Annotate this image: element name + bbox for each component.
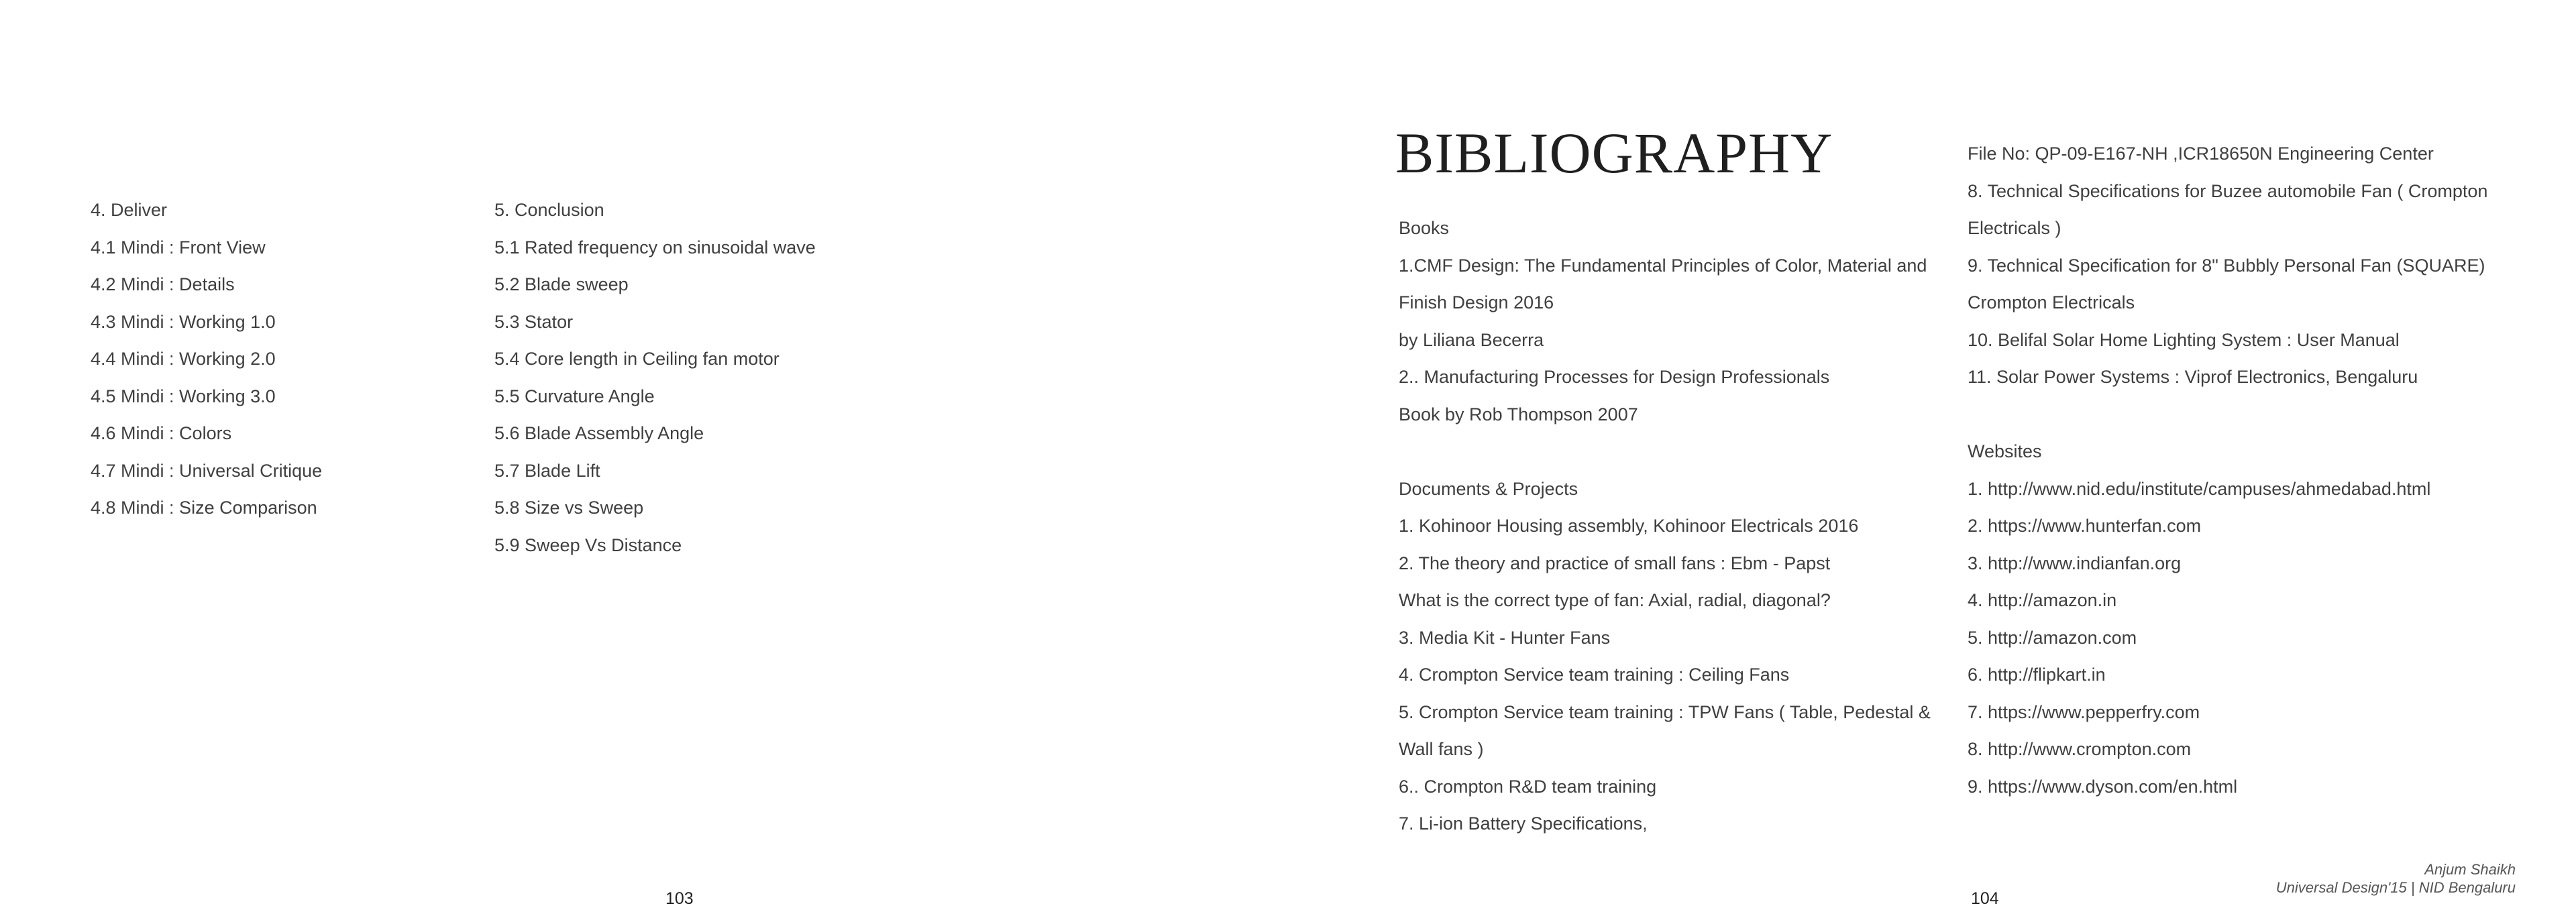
- list-item: 3. http://www.indianfan.org: [1968, 553, 2182, 573]
- list-item: 8. http://www.crompton.com: [1968, 739, 2192, 759]
- list-item: 5. Conclusion: [494, 200, 604, 220]
- list-item: 4.4 Mindi : Working 2.0: [91, 349, 276, 369]
- page-number: 104: [1971, 889, 1999, 908]
- list-item: 5.7 Blade Lift: [494, 460, 600, 481]
- page-title: BIBLIOGRAPHY: [1395, 121, 1833, 185]
- list-item: Finish Design 2016: [1399, 292, 1554, 312]
- toc-column-conclusion: [494, 192, 816, 564]
- list-item: 11. Solar Power Systems : Viprof Electronics, Bengaluru: [1968, 367, 2418, 387]
- list-item: 1.CMF Design: The Fundamental Principles of Color, Material and: [1399, 255, 1927, 276]
- list-item: 3. Media Kit - Hunter Fans: [1399, 627, 1611, 648]
- list-item: 2.. Manufacturing Processes for Design Professionals: [1399, 367, 1830, 387]
- list-item: 6.. Crompton R&D team training: [1399, 776, 1657, 797]
- list-item: 4. Deliver: [91, 200, 168, 220]
- list-item: 4.8 Mindi : Size Comparison: [91, 498, 317, 518]
- list-item: 5.3 Stator: [494, 311, 574, 332]
- list-item: Wall fans ): [1399, 739, 1484, 759]
- list-item: 4.2 Mindi : Details: [91, 274, 235, 294]
- blank-line: [1399, 433, 1931, 471]
- list-item: 5.1 Rated frequency on sinusoidal wave: [494, 237, 816, 258]
- list-item: by Liliana Becerra: [1399, 329, 1544, 350]
- list-item: 5.9 Sweep Vs Distance: [494, 534, 682, 555]
- bibliography-column-1: [1399, 210, 1931, 843]
- list-item: 9. https://www.dyson.com/en.html: [1968, 776, 2238, 797]
- list-item: 4. Crompton Service team training : Ceiling Fans: [1399, 665, 1790, 685]
- list-item: Electricals ): [1968, 218, 2061, 238]
- list-item: What is the correct type of fan: Axial, radial, diagonal?: [1399, 590, 1831, 610]
- list-item: 7. https://www.pepperfry.com: [1968, 701, 2200, 722]
- list-item: 1. http://www.nid.edu/institute/campuses/ahmedabad.html: [1968, 478, 2431, 499]
- list-item: 9. Technical Specification for 8" Bubbly Personal Fan (SQUARE): [1968, 255, 2485, 276]
- list-item: 5.6 Blade Assembly Angle: [494, 423, 704, 443]
- list-item: 5. http://amazon.com: [1968, 627, 2137, 648]
- list-item: Books: [1399, 218, 1450, 238]
- list-item: Documents & Projects: [1399, 478, 1578, 499]
- list-item: Crompton Electricals: [1968, 292, 2135, 312]
- list-item: 4.3 Mindi : Working 1.0: [91, 311, 276, 332]
- list-item: 10. Belifal Solar Home Lighting System : User Manual: [1968, 329, 2400, 350]
- footer-program: Universal Design'15 | NID Bengaluru: [2275, 879, 2516, 896]
- list-item: 5.5 Curvature Angle: [494, 386, 655, 406]
- list-item: 5.2 Blade sweep: [494, 274, 629, 294]
- list-item: 5.8 Size vs Sweep: [494, 498, 644, 518]
- list-item: 5. Crompton Service team training : TPW Fans ( Table, Pedestal &: [1399, 701, 1931, 722]
- list-item: 4. http://amazon.in: [1968, 590, 2117, 610]
- page-number: 103: [665, 889, 694, 908]
- footer-credit: [2276, 860, 2516, 897]
- toc-column-deliver: [91, 192, 322, 527]
- list-item: 5.4 Core length in Ceiling fan motor: [494, 349, 780, 369]
- list-item: 4.5 Mindi : Working 3.0: [91, 386, 276, 406]
- footer-author-name: Anjum Shaikh: [2424, 861, 2516, 878]
- list-item: 7. Li-ion Battery Specifications,: [1399, 813, 1648, 834]
- blank-line: [1968, 396, 2487, 434]
- list-item: 6. http://flipkart.in: [1968, 665, 2106, 685]
- list-item: 1. Kohinoor Housing assembly, Kohinoor Electricals 2016: [1399, 516, 1859, 536]
- list-item: File No: QP-09-E167-NH ,ICR18650N Engineering Center: [1968, 144, 2434, 164]
- list-item: 2. The theory and practice of small fans : Ebm - Papst: [1399, 553, 1831, 573]
- list-item: 2. https://www.hunterfan.com: [1968, 516, 2202, 536]
- list-item: 4.1 Mindi : Front View: [91, 237, 266, 258]
- list-item: Book by Rob Thompson 2007: [1399, 404, 1638, 424]
- list-item: 8. Technical Specifications for Buzee automobile Fan ( Crompton: [1968, 180, 2488, 201]
- list-item: 4.6 Mindi : Colors: [91, 423, 232, 443]
- bibliography-column-2: [1968, 135, 2487, 805]
- list-item: 4.7 Mindi : Universal Critique: [91, 460, 323, 481]
- list-item: Websites: [1968, 441, 2042, 461]
